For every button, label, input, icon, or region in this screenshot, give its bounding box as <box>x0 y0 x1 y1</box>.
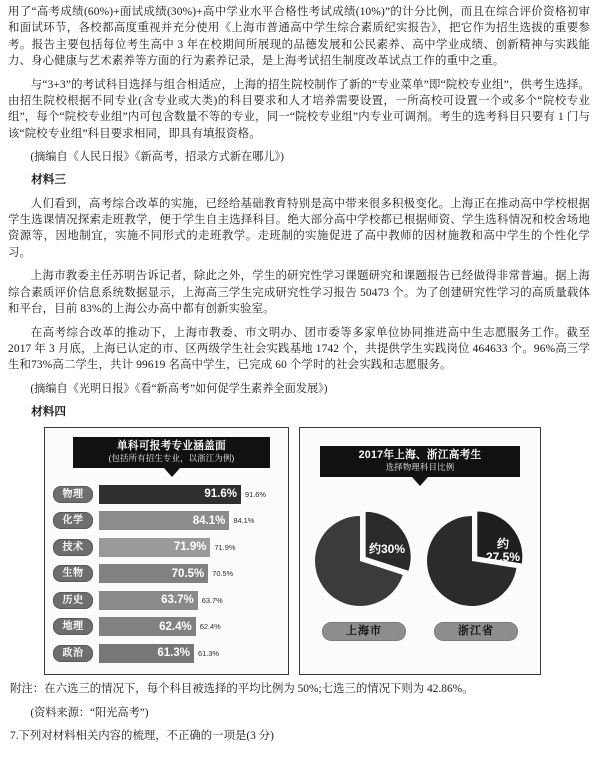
bar-row <box>53 484 282 504</box>
bar-fill <box>99 591 198 610</box>
bar-chart-subtitle: (包括所有招生专业，以浙江为例) <box>108 453 235 464</box>
pie-slice-highlight <box>477 512 522 564</box>
source-citation-2: (摘编自《光明日报》《看“新高考”如何促学生素养全面发展》) <box>30 382 328 395</box>
pie-percentage-line-2: 27.5% <box>485 550 521 565</box>
bar-value-label: 84.1% <box>192 514 226 527</box>
material-three-heading: 材料三 <box>31 173 66 187</box>
bar-value-label: 63.7% <box>161 594 194 607</box>
pie-region-label: 浙江省 <box>434 622 518 641</box>
bar-outside-value: 63.7% <box>201 595 223 605</box>
material-four-heading: 材料四 <box>31 404 66 418</box>
bar-category-label: 政治 <box>53 645 93 662</box>
bar-track <box>99 538 282 557</box>
bar-value-label: 62.4% <box>159 620 192 633</box>
bar-category-label: 地理 <box>53 618 93 635</box>
material-three-paragraph-2: 上海市教委主任苏明告诉记者，除此之外，学生的研究性学习课题研究和课题报告已经做得非常普遍。据上海综合素质评价信息系统数据显示，上海高三学生完成研究性学习报告 50473 个。为了创建研究性学习的高质量载体和平台，目前 83%的上海公办高中都有创新实验室。 <box>8 270 590 316</box>
bar-outside-value: 71.9% <box>214 542 236 552</box>
material-three-paragraph-1: 人们看到，高考综合改革的实施，已经给基础教育特别是高中带来很多积极变化。上海正在推动高中学校根据学生选课情况探索走班教学，便于学生自主选择科目。绝大部分高中学校都已根据师资、学生选科情况和校舍场地资源等，因地制宜，实施不同形式的走班教学。走班制的实施促进了高中教师的因材施教和高中学生的个性化学习。 <box>8 197 590 259</box>
bar-value-label: 70.5% <box>171 567 205 580</box>
bar-outside-value: 84.1% <box>233 516 255 526</box>
bar-category-label: 化学 <box>53 512 93 529</box>
pie-chart-plot <box>306 503 534 641</box>
bar-chart-plot <box>51 484 282 663</box>
pie-unit <box>310 503 418 641</box>
bar-category-label: 历史 <box>53 592 93 609</box>
pie-svg <box>310 503 418 615</box>
bar-category-label: 物理 <box>53 486 93 503</box>
bar-outside-value: 70.5% <box>212 569 234 579</box>
paragraph-2: 与“3+3”的考试科目选择与组合相适应，上海的招生院校制作了新的“专业菜单”即“院校专业组”，供考生选择。由招生院校根据不同专业(含专业或大类)的科目要求和人才培养需要设置，一所高校可设置一个或多个“院校专业组”，每个“院校专业组”内可包含数量不等的专业，同一“院校专业组”内专业可调剂。考生的选考科目只要有 1 门与该“院校专业组”科目要求相同，即具有填报资格。 <box>8 78 590 140</box>
bar-row <box>53 617 282 637</box>
bar-value-label: 71.9% <box>173 541 207 554</box>
pie-unit <box>422 503 530 641</box>
bar-fill <box>99 538 210 557</box>
pie-percentage-label: 约30% <box>368 542 406 557</box>
bar-chart-title: 单科可报考专业涵盖面 <box>117 440 226 453</box>
bar-track <box>99 617 282 636</box>
bar-row <box>53 564 282 584</box>
bar-outside-value: 61.3% <box>198 648 219 658</box>
bar-chart-figure <box>44 427 289 675</box>
bar-row <box>53 511 282 531</box>
bar-fill <box>99 617 196 636</box>
bar-category-label: 技术 <box>53 539 93 556</box>
pie-percentage-line-1: 约 <box>496 537 509 552</box>
pie-region-label: 上海市 <box>322 622 406 641</box>
pie-svg <box>422 503 530 615</box>
bar-track <box>99 591 282 610</box>
bar-track <box>99 511 282 530</box>
source-citation-1: (摘编自《人民日报》《新高考，招录方式新在哪儿》) <box>30 151 284 164</box>
pie-graphic <box>310 503 418 615</box>
paragraph-1: 用了“高考成绩(60%)+面试成绩(30%)+高中学业水平合格性考试成绩(10%)”的计分比例，而且在综合评价资格初审和面试环节，各校都高度重视并充分使用《上海市普通高中学生综合素质纪实报告》，把它作为招生选拔的重要参考。报告主要包括每位考生高中 3 年在校期间所展现的品德发展和公民素养、高中学业成绩、创新精神与实践能力、身心健康与艺术素养等方面的行为素养记录，是上海考试招生制度改革试点工作的重中之重。 <box>8 6 590 68</box>
bar-outside-value: 91.6% <box>244 489 266 499</box>
pie-graphic <box>422 503 530 615</box>
bar-fill <box>99 564 208 583</box>
bar-category-label: 生物 <box>53 565 93 582</box>
pie-chart-figure <box>299 427 541 675</box>
bar-fill <box>99 511 229 530</box>
bar-track <box>99 644 282 663</box>
pie-chart-subtitle: 选择物理科目比例 <box>385 462 455 473</box>
pie-chart-title: 2017年上海、浙江高考生 <box>358 449 482 462</box>
bar-outside-value: 62.4% <box>199 622 221 632</box>
bar-track <box>99 485 282 504</box>
bar-row <box>53 537 282 557</box>
bar-row <box>53 590 282 610</box>
bar-fill <box>99 485 241 504</box>
figure-row <box>8 427 590 675</box>
material-three-paragraph-3: 在高考综合改革的推动下，上海市教委、市文明办、团市委等多家单位协同推进高中生志愿服务工作。截至 2017 年 3 月底，上海已认定的市、区两级学生社会实践基地 1742 个，共提供学生实践岗位 464633 个。96%高三学生和73%高二学生，共计 99619 名高中学生，已完成 60 个学时的社会实践和志愿服务。 <box>8 326 590 372</box>
figure-footnote: 附注：在六选三的情况下，每个科目被选择的平均比例为 50%;七选三的情况下则为 42.86%。 <box>10 683 474 696</box>
bar-row <box>53 643 282 663</box>
bar-value-label: 91.6% <box>204 488 237 501</box>
bar-fill <box>99 644 194 663</box>
bar-chart-title-banner <box>73 437 270 468</box>
pie-slice-highlight <box>366 512 411 571</box>
source-citation-3: (资料来源：“阳光高考”) <box>30 706 149 719</box>
pie-chart-title-banner <box>320 446 520 477</box>
question-7: 7.下列对材料相关内容的梳理，不正确的一项是(3 分) <box>10 729 274 742</box>
bar-value-label: 61.3% <box>157 647 190 660</box>
bar-track <box>99 564 282 583</box>
